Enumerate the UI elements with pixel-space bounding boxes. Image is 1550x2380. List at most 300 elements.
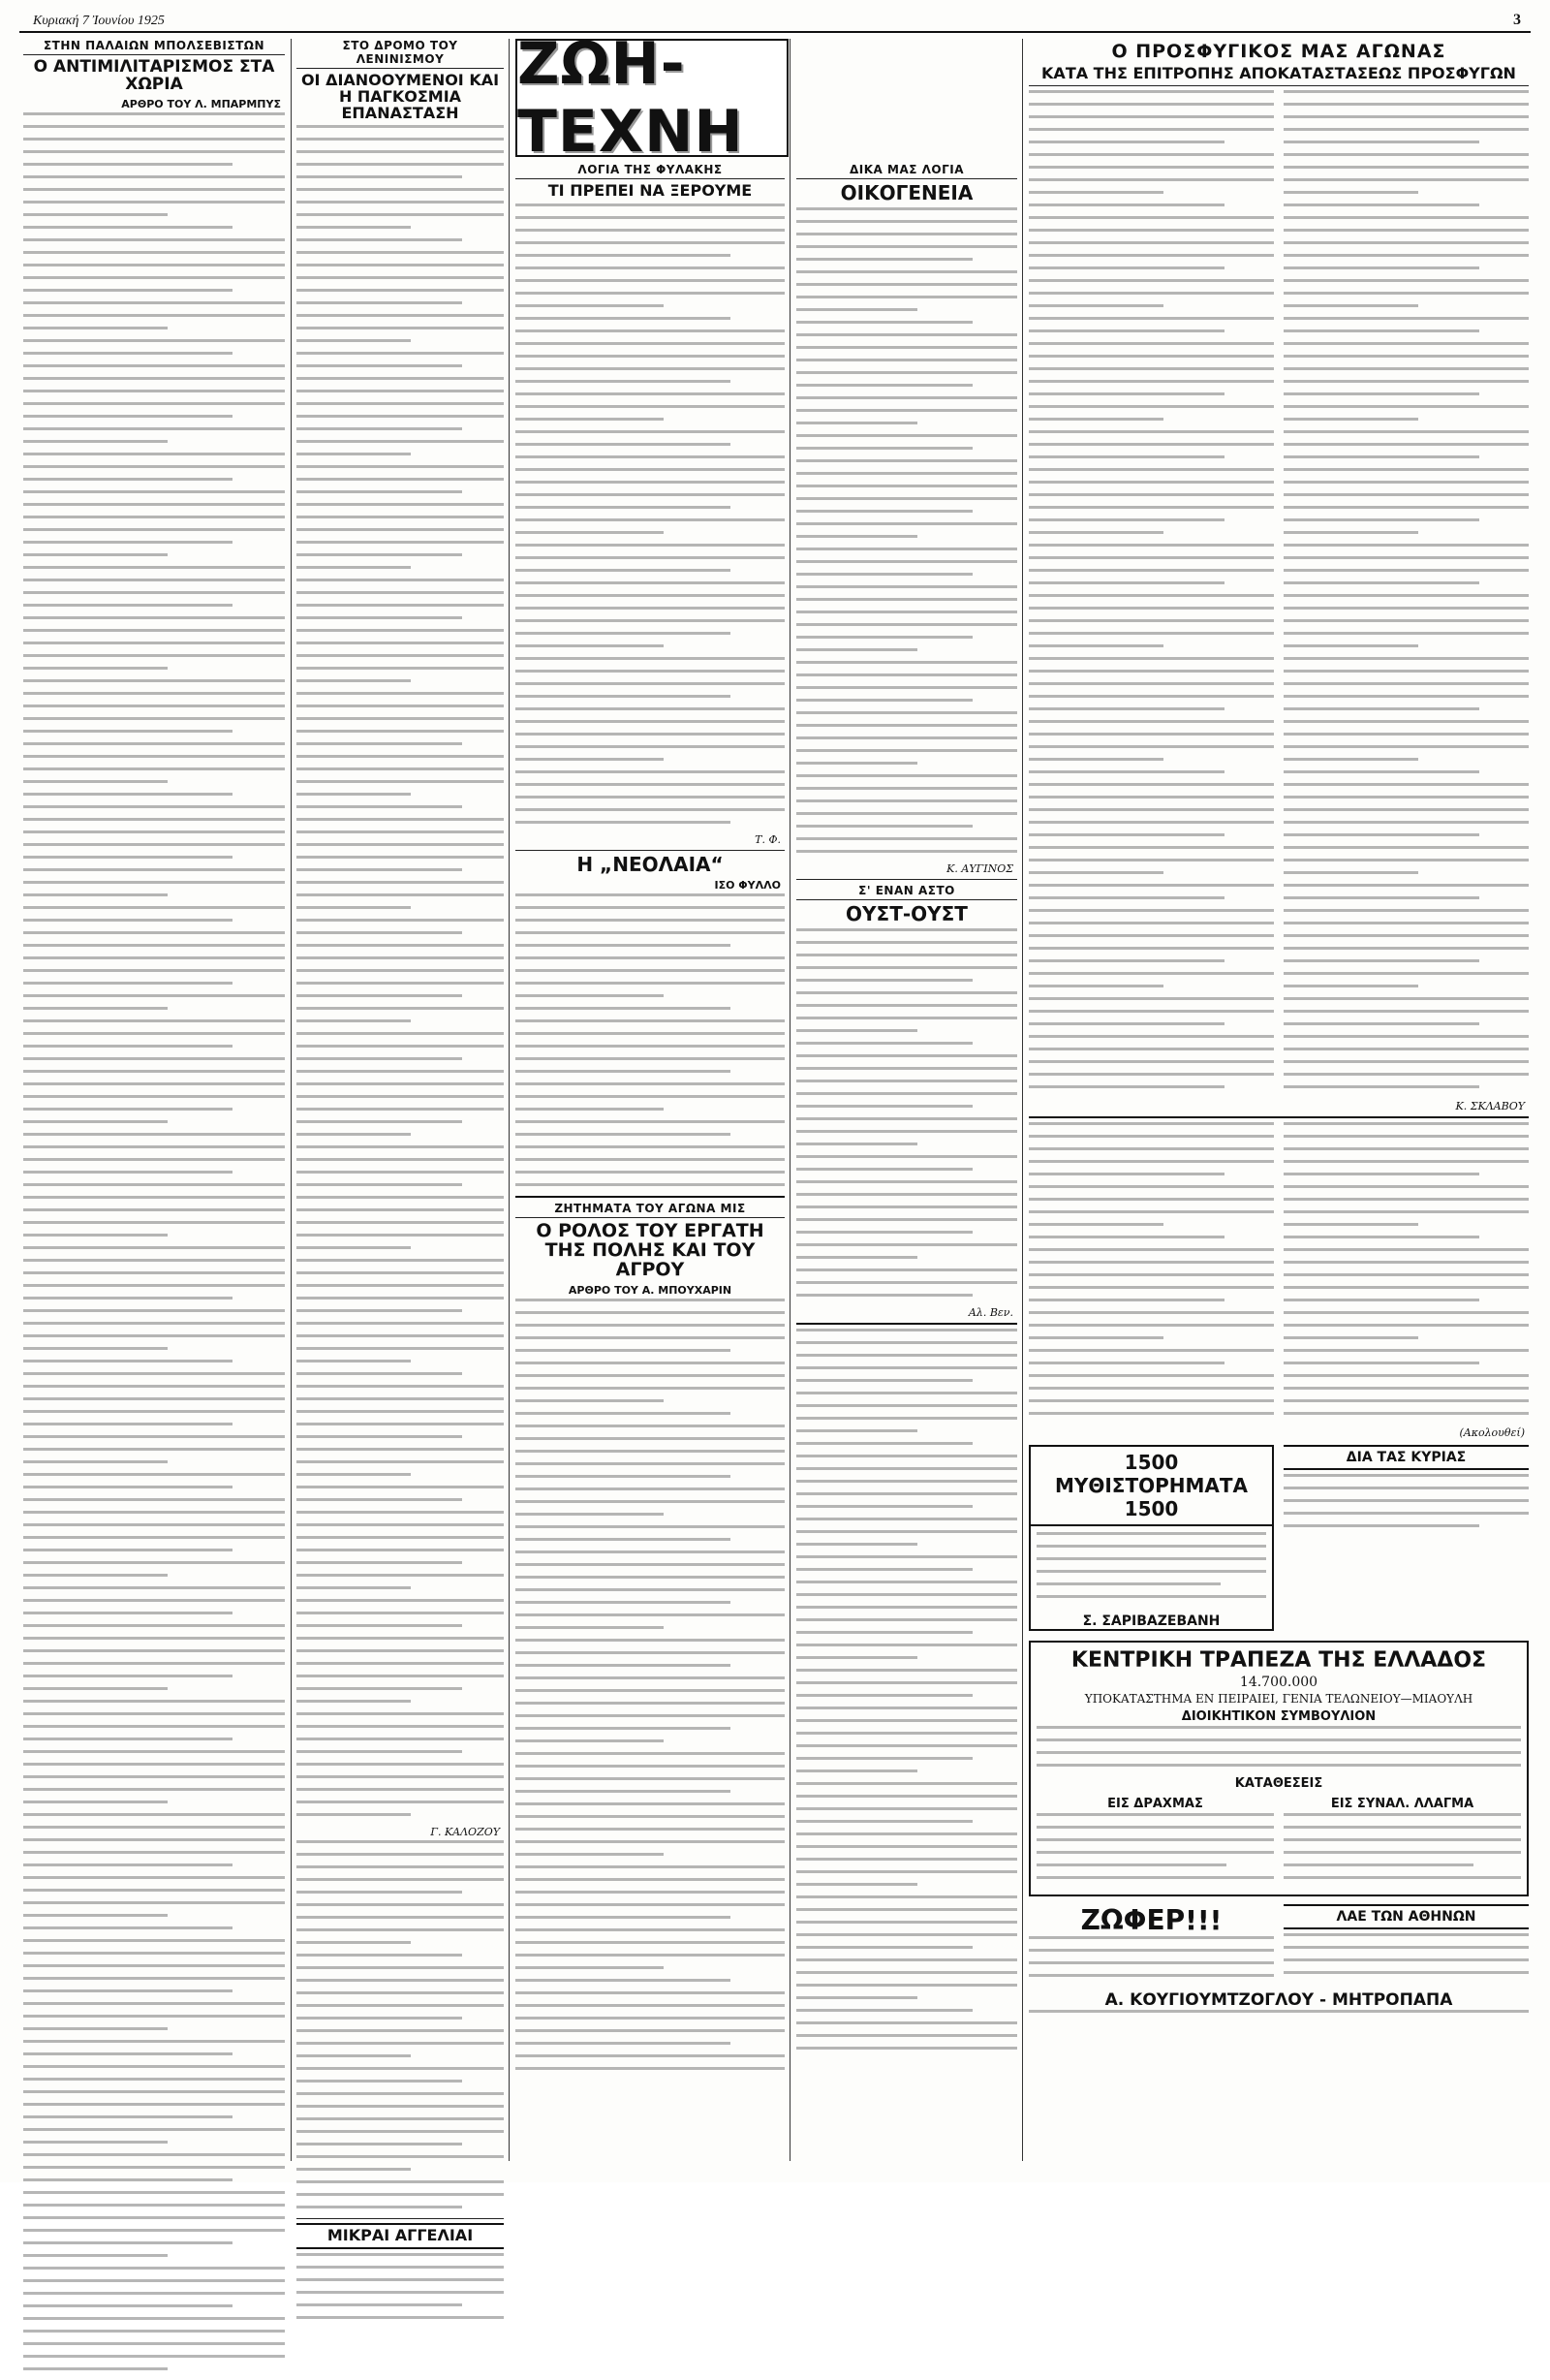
text-line [1284,430,1529,433]
text-line [515,304,664,307]
text-line [23,490,285,493]
text-line [1029,531,1163,534]
text-line [1029,695,1274,698]
text-line [1029,506,1274,509]
column-antimilitarism [23,39,285,2380]
text-line [296,591,504,594]
text-line [1029,884,1274,887]
text-line [796,384,973,387]
text-line [23,2191,285,2194]
text-line [23,654,285,657]
text-line [23,982,232,985]
text-line [23,893,168,896]
text-line [296,1586,411,1589]
text-line [515,1828,785,1831]
text-line [1029,1185,1274,1188]
text-line [1029,720,1274,723]
text-line [1037,1726,1521,1729]
text-line [296,478,504,481]
text-line [796,736,1017,739]
text-line [296,843,504,846]
zofer-ad-address [1029,2010,1529,2013]
foreign-heading: ΕΙΣ ΣΥΝΑΛ. ΛΛΑΓΜΑ [1330,1796,1474,1811]
text-line [1029,846,1274,849]
text-line [796,1080,1017,1082]
text-line [1284,292,1529,295]
column-rule [1022,39,1023,2161]
text-line [1029,569,1274,572]
text-line [296,490,462,493]
text-line [23,1334,285,1337]
text-line [1029,896,1224,899]
text-line [796,396,1017,399]
text-line [23,2153,285,2156]
text-line [296,1840,504,1843]
text-line [23,415,232,418]
text-line [296,767,504,770]
text-line [23,339,285,342]
text-line [296,1916,504,1919]
text-line [796,661,1017,664]
text-line [296,1788,504,1791]
text-line [296,352,504,355]
text-line [796,623,1017,626]
text-line [1284,985,1418,987]
text-line [23,1952,285,1955]
text-line [1284,1487,1529,1489]
text-line [1029,241,1274,244]
text-line [23,125,285,128]
text-line [796,1996,917,1999]
text-line [23,843,285,846]
text-line [1284,947,1529,950]
text-line [23,2279,285,2282]
text-line [23,1423,232,1425]
text-line [796,1707,1017,1709]
text-line [296,692,504,695]
text-line [1284,1933,1529,1936]
text-line [23,1675,232,1677]
text-line [515,367,785,370]
text-line [296,1385,504,1388]
text-line [23,931,285,934]
text-line [296,1675,504,1677]
text-line [515,493,785,496]
bank-capital: 14.700.000 [1239,1674,1318,1690]
text-line [296,868,462,871]
text-line [1284,896,1479,899]
supplement-logo [515,30,789,166]
text-line [796,774,1017,777]
text-line [1029,430,1274,433]
text-line [796,825,973,828]
text-line [296,377,504,380]
text-line [515,1362,785,1364]
text-line [23,780,168,783]
column-intellectuals [296,39,504,2329]
column-family [796,163,1017,2059]
text-line [1284,1946,1529,1949]
text-line [515,1916,730,1919]
text-line [515,1399,664,1402]
text-line [296,2004,504,2007]
text-line [1029,493,1274,496]
text-line [515,1412,730,1415]
article-body-right [1284,90,1529,1098]
text-line [515,1475,730,1478]
article-body-right [1284,1122,1529,1425]
text-line [515,1095,785,1098]
text-line [515,317,730,320]
text-line [796,1568,973,1571]
text-line [296,264,504,266]
zofer-ad-title: ΖΩΦΕΡ!!! [1080,1903,1223,1936]
text-line [296,1599,504,1602]
text-line [1029,443,1274,446]
text-line [796,535,917,538]
text-line [296,1372,462,1375]
issue-date: Κυριακή 7 Ἰουνίου 1925 [33,14,165,28]
text-line [1284,544,1529,547]
text-line [23,327,168,329]
text-line [296,1423,504,1425]
text-line [1284,1311,1529,1314]
text-line [1029,204,1224,206]
text-line [1284,1286,1529,1289]
text-line [515,1765,785,1768]
text-line [296,604,504,607]
text-line [296,2206,462,2208]
text-line [796,1155,1017,1158]
text-line [23,1687,168,1690]
text-line [1284,833,1479,836]
text-line [1029,581,1224,584]
text-line [1284,720,1529,723]
text-line [1284,745,1529,748]
text-line [796,636,973,639]
text-line [23,2229,285,2232]
text-line [296,654,504,657]
text-line [1029,1035,1274,1038]
text-line [1029,745,1274,748]
text-line [796,522,1017,525]
text-line [23,692,285,695]
text-line [1284,1273,1529,1276]
text-line [23,944,285,947]
text-line [515,241,785,244]
text-line [1029,468,1274,471]
text-line [23,969,285,972]
text-line [1029,972,1274,975]
section-kicker: ΔΙΚΑ ΜΑΣ ΛΟΓΙΑ [796,163,1017,179]
text-line [1284,670,1529,673]
text-line [296,1574,504,1577]
text-line [1029,619,1274,622]
text-line [23,1876,285,1879]
text-line [1284,1512,1529,1515]
text-line [1029,1974,1274,1977]
text-line [23,1599,285,1602]
text-line [23,956,285,959]
text-line [1284,997,1529,1000]
text-line [1284,254,1529,257]
text-line [1029,1248,1274,1251]
text-line [515,1626,664,1629]
text-line [796,762,917,765]
text-line [1284,229,1529,232]
text-line [296,881,504,884]
text-line [515,204,785,206]
text-line [515,1462,785,1465]
text-line [296,1991,504,1994]
text-line [1029,833,1224,836]
text-line [796,1341,1017,1344]
text-line [296,1322,504,1325]
text-line [1029,1223,1163,1226]
article-body-continued [296,1840,504,2208]
text-line [796,711,1017,714]
text-line [796,799,1017,802]
text-line [23,2330,285,2333]
text-line [1029,1949,1274,1952]
text-line [796,2009,973,2012]
text-line [23,2065,285,2068]
text-line [296,301,462,304]
text-line [515,2042,730,2045]
text-line [796,1971,1017,1974]
article-body-left [1029,1122,1274,1425]
text-line [1284,607,1529,610]
text-line [796,296,1017,298]
text-line [515,707,785,710]
text-line [515,821,730,824]
text-line [515,216,785,219]
text-line [23,1926,232,1929]
text-line [1284,1261,1529,1264]
text-line [1029,556,1274,559]
bank-board-heading: ΔΙΟΙΚΗΤΙΚΟΝ ΣΥΜΒΟΥΛΙΟΝ [1181,1708,1377,1724]
text-line [296,1687,462,1690]
text-line [515,944,730,947]
text-line [23,1574,168,1577]
text-line [1284,1362,1479,1364]
text-line [1284,367,1529,370]
text-line [1029,997,1274,1000]
text-line [23,994,285,997]
text-line [23,767,285,770]
text-line [796,2034,1017,2037]
text-line [796,1243,1017,1246]
text-line [1029,1961,1274,1964]
text-line [1029,279,1274,282]
text-line [796,1921,1017,1924]
text-line [296,2042,504,2045]
text-line [23,1851,285,1854]
text-line [796,1218,1017,1221]
text-line [1284,959,1479,962]
text-line [796,1417,1017,1420]
text-line [296,453,411,455]
text-line [1284,1173,1479,1175]
text-line [796,699,973,702]
text-line [296,1954,462,1957]
text-line [1029,1022,1224,1025]
text-line [1284,859,1529,861]
text-line [23,314,285,317]
text-line [1284,531,1418,534]
text-line [515,1070,730,1073]
text-line [1284,871,1418,874]
text-line [1037,1738,1521,1741]
text-line [515,405,785,408]
text-line [1284,1085,1479,1088]
text-line [1284,581,1479,584]
text-line [296,1511,504,1514]
text-line [796,1004,1017,1007]
text-line [1029,1399,1274,1402]
text-line [296,931,462,934]
text-line [1037,1557,1266,1560]
text-line [796,447,973,450]
text-line [23,175,285,178]
text-line [515,1739,664,1742]
text-line [23,1725,285,1728]
text-line [23,2355,285,2358]
text-line [296,2130,504,2133]
text-line [296,138,504,141]
text-line [296,2168,411,2171]
text-line [296,2054,411,2057]
text-line [796,1769,917,1772]
text-line [23,1712,285,1715]
text-line [1029,1261,1274,1264]
text-line [1284,682,1529,685]
text-line [796,1256,917,1259]
text-line [796,1294,973,1297]
text-line [296,1637,504,1640]
text-line [796,1933,1017,1936]
text-line [796,1555,1017,1558]
text-line [296,2316,504,2319]
text-line [515,1702,785,1705]
text-line [1029,1273,1274,1276]
text-line [23,2204,285,2207]
text-line [296,1171,504,1174]
text-line [23,1271,285,1274]
text-line [1029,1349,1274,1352]
text-line [515,1979,730,1982]
text-line [515,1538,730,1541]
text-line [515,392,785,395]
text-line [515,569,730,572]
text-line [296,1486,504,1488]
text-line [515,1991,785,1994]
text-line [1029,544,1274,547]
text-line [296,2155,504,2158]
text-line [1284,644,1418,647]
text-line [296,1259,504,1262]
text-line [1029,733,1274,736]
text-line [1284,707,1479,710]
text-line [23,579,285,581]
text-line [23,1624,285,1627]
text-line [1284,569,1529,572]
article-headline: Ο ΑΝΤΙΜΙΛΙΤΑΡΙΣΜΟΣ ΣΤΑ ΧΩΡΙΑ [33,57,275,94]
text-line [1029,1387,1274,1390]
text-line [1284,241,1529,244]
text-line [515,518,785,521]
section-kicker: Σ' ΕΝΑΝ ΑΣΤΟ [796,884,1017,900]
text-line [23,213,168,216]
text-line [1029,229,1274,232]
text-line [1029,871,1163,874]
article-subline: ΙΣΟ ΦΥΛΛΟ [714,878,781,892]
text-line [1284,1863,1473,1866]
text-line [515,342,785,345]
text-line [23,2292,285,2295]
text-line [1284,1838,1521,1841]
text-line [296,163,504,166]
text-line [296,1120,462,1123]
text-line [296,944,504,947]
books-ad-body [1031,1526,1272,1613]
text-line [1284,103,1529,106]
text-line [23,1347,168,1350]
text-line [23,1145,285,1148]
text-line [23,402,285,405]
text-line [1029,670,1274,673]
text-line [23,1788,285,1791]
text-line [296,2278,504,2281]
text-line [296,1234,504,1237]
text-line [296,1966,504,1969]
text-line [515,329,785,332]
text-line [796,1092,1017,1095]
text-line [1284,1474,1529,1477]
text-line [296,2266,504,2269]
text-line [1284,405,1529,408]
text-line [296,1045,504,1048]
text-line [796,1042,973,1045]
text-line [23,465,285,468]
text-line [1037,1838,1274,1841]
text-line [1284,443,1529,446]
text-line [296,830,504,833]
books-ad-title: 1500 ΜΥΘΙΣΤΟΡΗΜΑΤΑ 1500 [1031,1447,1272,1526]
text-line [796,1845,1017,1848]
article-signature: Τ. Φ. [755,832,781,846]
books-ad-publisher: Σ. ΣΑΡΙΒΑΖΕΒΑΝΗ [1082,1613,1221,1629]
text-line [296,1891,462,1894]
text-line [23,1473,285,1476]
article-body [796,928,1017,1297]
text-line [515,1878,785,1881]
text-line [23,1385,285,1388]
text-line [796,1984,1017,1987]
text-line [796,1530,1017,1533]
text-line [515,1928,785,1931]
text-line [23,1171,232,1174]
text-line [23,856,232,859]
text-line [1284,821,1529,824]
text-line [1029,304,1163,307]
text-line [796,1281,1017,1284]
article-body [796,207,1017,853]
text-line [796,1067,1017,1070]
text-line [23,352,232,355]
text-line [296,1246,411,1249]
text-line [796,1054,1017,1057]
